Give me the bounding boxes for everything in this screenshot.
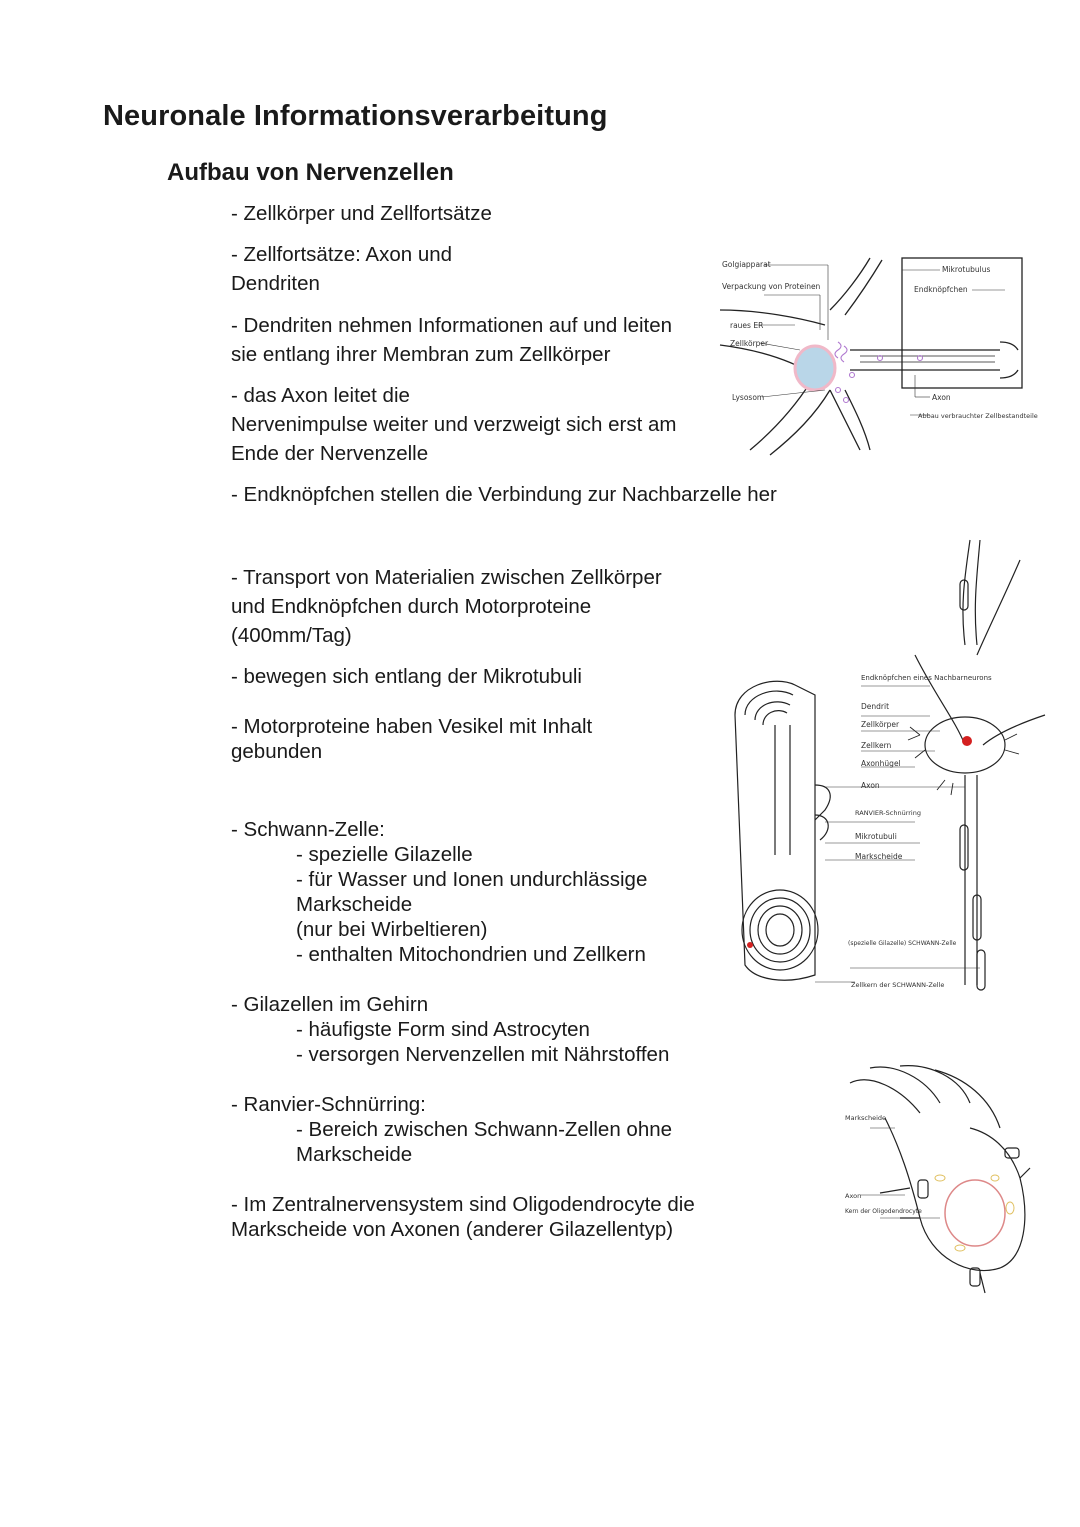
fig2-label-schwann: (spezielle Gilazelle) SCHWANN-Zelle xyxy=(848,940,957,947)
ranvier-sub2: Markscheide xyxy=(296,1143,413,1166)
bullet-vesicles-line2: gebunden xyxy=(231,740,323,763)
fig2-label-ranvier: RANVIER-Schnürring xyxy=(855,809,921,817)
fig3-label-sheath: Markscheide xyxy=(845,1114,887,1122)
fig1-label-golgi: Golgiapparat xyxy=(722,260,771,269)
bullet-cns-line2: Markscheide von Axonen (anderer Gilazellentyp) xyxy=(231,1218,674,1241)
bullet-dendrites-line2: sie entlang ihrer Membran zum Zellkörper xyxy=(231,343,611,366)
fig1-label-body: Zellkörper xyxy=(730,339,769,348)
fig1-label-protein: Verpackung von Proteinen xyxy=(722,282,821,291)
bullet-microtubuli: - bewegen sich entlang der Mikrotubuli xyxy=(231,665,582,688)
fig2-label-schwann-nucleus: Zellkern der SCHWANN-Zelle xyxy=(851,981,945,989)
fig2-label-nucleus: Zellkern xyxy=(861,741,892,750)
section-heading: Aufbau von Nervenzellen xyxy=(167,159,454,186)
fig1-label-microtubule: Mikrotubulus xyxy=(942,265,991,274)
bullet-cell-body: - Zellkörper und Zellfortsätze xyxy=(231,202,492,225)
fig1-label-er: raues ER xyxy=(730,321,764,330)
bullet-end-knobs: - Endknöpfchen stellen die Verbindung zur Nachbarzelle her xyxy=(231,483,777,506)
schwann-sub2-line3: (nur bei Wirbeltieren) xyxy=(296,918,488,941)
bullet-transport-line1: - Transport von Materialien zwischen Zellkörper xyxy=(231,566,662,589)
bullet-dendrites-line1: - Dendriten nehmen Informationen auf und leiten xyxy=(231,314,673,337)
bullet-axon-line2: Nervenimpulse weiter und verzweigt sich erst am xyxy=(231,413,677,436)
myelinated-neuron-diagram xyxy=(715,535,1045,1000)
glia-sub2: - versorgen Nervenzellen mit Nährstoffen xyxy=(296,1043,670,1066)
oligodendrocyte-diagram xyxy=(840,1058,1040,1298)
schwann-sub1: - spezielle Gilazelle xyxy=(296,843,473,866)
fig3-label-axon: Axon xyxy=(845,1192,862,1200)
bullet-axon-line3: Ende der Nervenzelle xyxy=(231,442,429,465)
bullet-glia-head: - Gilazellen im Gehirn xyxy=(231,993,429,1016)
schwann-sub3: - enthalten Mitochondrien und Zellkern xyxy=(296,943,646,966)
fig2-label-sheath: Markscheide xyxy=(855,852,903,861)
bullet-transport-line2: und Endknöpfchen durch Motorproteine xyxy=(231,595,592,618)
fig2-label-knobs: Endknöpfchen eines Nachbarneurons xyxy=(861,674,992,682)
fig2-label-body: Zellkörper xyxy=(861,720,900,729)
fig1-label-breakdown: Abbau verbrauchter Zellbestandteile xyxy=(918,412,1038,420)
neuron-cell-body-diagram xyxy=(720,250,1038,460)
fig1-label-axon: Axon xyxy=(932,393,951,402)
glia-sub1: - häufigste Form sind Astrocyten xyxy=(296,1018,590,1041)
ranvier-sub1: - Bereich zwischen Schwann-Zellen ohne xyxy=(296,1118,673,1141)
fig2-label-dendrite: Dendrit xyxy=(861,702,890,711)
bullet-processes-line1: - Zellfortsätze: Axon und xyxy=(231,243,453,266)
fig3-label-nucleus: Kern der Oligodendrocyte xyxy=(845,1208,922,1215)
bullet-processes-line2: Dendriten xyxy=(231,272,320,295)
bullet-axon-line1: - das Axon leitet die xyxy=(231,384,410,407)
bullet-ranvier-head: - Ranvier-Schnürring: xyxy=(231,1093,426,1116)
fig2-label-axon: Axon xyxy=(861,781,880,790)
bullet-transport-line3: (400mm/Tag) xyxy=(231,624,352,647)
schwann-sub2-line1: - für Wasser und Ionen undurchlässige xyxy=(296,868,648,891)
fig2-label-microtubuli: Mikrotubuli xyxy=(855,832,897,841)
schwann-sub2-line2: Markscheide xyxy=(296,893,413,916)
fig1-label-knob: Endknöpfchen xyxy=(914,285,968,294)
fig1-label-lysosome: Lysosom xyxy=(732,393,765,402)
bullet-cns-line1: - Im Zentralnervensystem sind Oligodendrocyte die xyxy=(231,1193,695,1216)
fig2-label-hillock: Axonhügel xyxy=(861,759,901,768)
page-title: Neuronale Informationsverarbeitung xyxy=(103,100,608,132)
bullet-vesicles-line1: - Motorproteine haben Vesikel mit Inhalt xyxy=(231,715,593,738)
bullet-schwann-head: - Schwann-Zelle: xyxy=(231,818,385,841)
